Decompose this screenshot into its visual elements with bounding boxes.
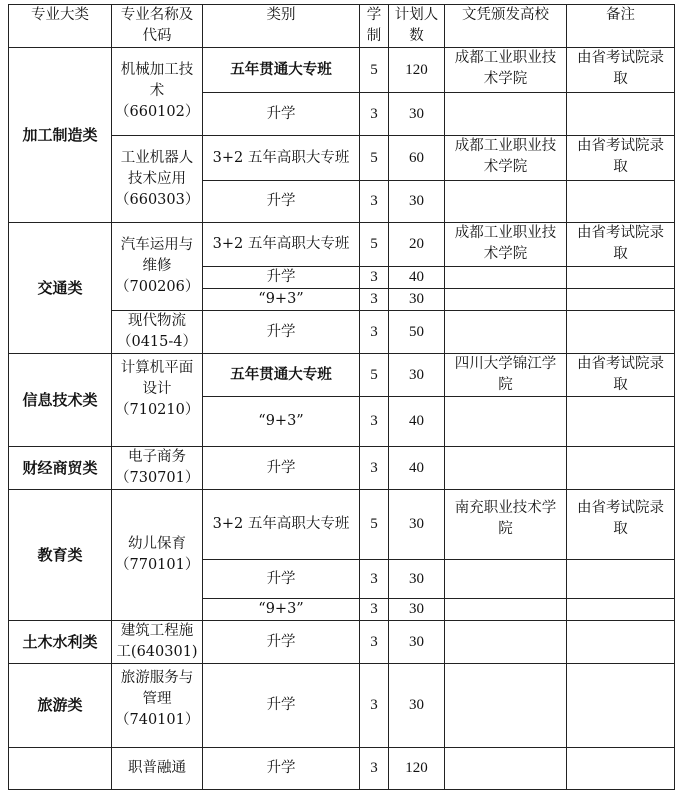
- type-cell: 升学: [203, 311, 360, 354]
- note-cell: [567, 397, 675, 447]
- years-cell: 3: [360, 621, 389, 664]
- type-cell: 3+2 五年高职大专班: [203, 223, 360, 267]
- major-cell: 幼儿保育（770101）: [112, 490, 203, 621]
- category-cell: 加工制造类: [9, 48, 112, 223]
- note-cell: [567, 93, 675, 136]
- plan-cell: 30: [389, 560, 445, 599]
- type-cell: 升学: [203, 560, 360, 599]
- school-cell: [445, 621, 567, 664]
- years-cell: 3: [360, 289, 389, 311]
- years-cell: 5: [360, 490, 389, 560]
- header-school: 文凭颁发高校: [445, 5, 567, 48]
- major-cell: 工业机器人技术应用（660303）: [112, 136, 203, 223]
- years-cell: 3: [360, 447, 389, 490]
- table-row: [9, 354, 675, 397]
- school-cell: [445, 560, 567, 599]
- note-cell: [567, 267, 675, 289]
- school-cell: [445, 267, 567, 289]
- type-cell: 升学: [203, 181, 360, 223]
- years-cell: 3: [360, 311, 389, 354]
- years-cell: 3: [360, 748, 389, 790]
- plan-cell: 30: [389, 490, 445, 560]
- school-cell: 南充职业技术学院: [445, 490, 567, 560]
- type-cell: 3+2 五年高职大专班: [203, 490, 360, 560]
- type-cell: 升学: [203, 621, 360, 664]
- years-cell: 3: [360, 664, 389, 748]
- header-category: 专业大类: [9, 5, 112, 48]
- major-cell: 建筑工程施工(640301): [112, 621, 203, 664]
- note-cell: 由省考试院录取: [567, 136, 675, 181]
- plan-cell: 40: [389, 267, 445, 289]
- type-cell: 升学: [203, 447, 360, 490]
- school-cell: [445, 181, 567, 223]
- note-cell: [567, 599, 675, 621]
- plan-cell: 30: [389, 289, 445, 311]
- plan-cell: 60: [389, 136, 445, 181]
- school-cell: [445, 599, 567, 621]
- type-cell: 升学: [203, 267, 360, 289]
- note-cell: [567, 289, 675, 311]
- school-cell: 成都工业职业技术学院: [445, 223, 567, 267]
- plan-cell: 20: [389, 223, 445, 267]
- table-row: [9, 48, 675, 93]
- years-cell: 5: [360, 354, 389, 397]
- header-years: 学制: [360, 5, 389, 48]
- school-cell: 成都工业职业技术学院: [445, 48, 567, 93]
- plan-cell: 40: [389, 397, 445, 447]
- note-cell: 由省考试院录取: [567, 490, 675, 560]
- school-cell: 四川大学锦江学院: [445, 354, 567, 397]
- note-cell: [567, 664, 675, 748]
- note-cell: 由省考试院录取: [567, 354, 675, 397]
- type-cell: “9+3”: [203, 397, 360, 447]
- school-cell: [445, 447, 567, 490]
- plan-cell: 50: [389, 311, 445, 354]
- type-cell: 五年贯通大专班: [203, 354, 360, 397]
- type-cell: “9+3”: [203, 289, 360, 311]
- table-row: [9, 621, 675, 664]
- years-cell: 3: [360, 560, 389, 599]
- category-cell: 土木水利类: [9, 621, 112, 664]
- table-row: [9, 447, 675, 490]
- years-cell: 3: [360, 181, 389, 223]
- plan-cell: 40: [389, 447, 445, 490]
- years-cell: 3: [360, 93, 389, 136]
- header-row: [9, 5, 675, 48]
- table-row: [9, 664, 675, 748]
- header-type: 类别: [203, 5, 360, 48]
- plan-cell: 30: [389, 181, 445, 223]
- major-cell: 旅游服务与管理（740101）: [112, 664, 203, 748]
- plan-cell: 30: [389, 93, 445, 136]
- plan-cell: 30: [389, 621, 445, 664]
- plan-cell: 30: [389, 664, 445, 748]
- note-cell: [567, 447, 675, 490]
- major-cell: 机械加工技术（660102）: [112, 48, 203, 136]
- plan-cell: 120: [389, 748, 445, 790]
- category-cell: 财经商贸类: [9, 447, 112, 490]
- category-cell: 教育类: [9, 490, 112, 621]
- note-cell: [567, 621, 675, 664]
- school-cell: [445, 93, 567, 136]
- school-cell: [445, 397, 567, 447]
- plan-cell: 30: [389, 599, 445, 621]
- years-cell: 5: [360, 136, 389, 181]
- type-cell: 五年贯通大专班: [203, 48, 360, 93]
- school-cell: 成都工业职业技术学院: [445, 136, 567, 181]
- category-cell: 旅游类: [9, 664, 112, 748]
- header-note: 备注: [567, 5, 675, 48]
- header-plan: 计划人数: [389, 5, 445, 48]
- school-cell: [445, 748, 567, 790]
- header-major: 专业名称及代码: [112, 5, 203, 48]
- type-cell: 3+2 五年高职大专班: [203, 136, 360, 181]
- years-cell: 3: [360, 599, 389, 621]
- note-cell: 由省考试院录取: [567, 223, 675, 267]
- category-cell: [9, 748, 112, 790]
- type-cell: 升学: [203, 93, 360, 136]
- table-row: [9, 223, 675, 267]
- type-cell: “9+3”: [203, 599, 360, 621]
- major-cell: 职普融通: [112, 748, 203, 790]
- school-cell: [445, 289, 567, 311]
- plan-cell: 120: [389, 48, 445, 93]
- category-cell: 交通类: [9, 223, 112, 354]
- major-cell: 汽车运用与维修（700206）: [112, 223, 203, 311]
- major-cell: 现代物流（0415-4）: [112, 311, 203, 354]
- years-cell: 3: [360, 267, 389, 289]
- note-cell: [567, 181, 675, 223]
- note-cell: [567, 311, 675, 354]
- school-cell: [445, 664, 567, 748]
- table-row: [9, 748, 675, 790]
- years-cell: 3: [360, 397, 389, 447]
- years-cell: 5: [360, 48, 389, 93]
- type-cell: 升学: [203, 748, 360, 790]
- enrollment-plan-table: [8, 4, 675, 790]
- years-cell: 5: [360, 223, 389, 267]
- type-cell: 升学: [203, 664, 360, 748]
- major-cell: 电子商务（730701）: [112, 447, 203, 490]
- table-row: [9, 490, 675, 560]
- category-cell: 信息技术类: [9, 354, 112, 447]
- note-cell: [567, 748, 675, 790]
- school-cell: [445, 311, 567, 354]
- note-cell: 由省考试院录取: [567, 48, 675, 93]
- plan-cell: 30: [389, 354, 445, 397]
- note-cell: [567, 560, 675, 599]
- major-cell: 计算机平面设计（710210）: [112, 354, 203, 447]
